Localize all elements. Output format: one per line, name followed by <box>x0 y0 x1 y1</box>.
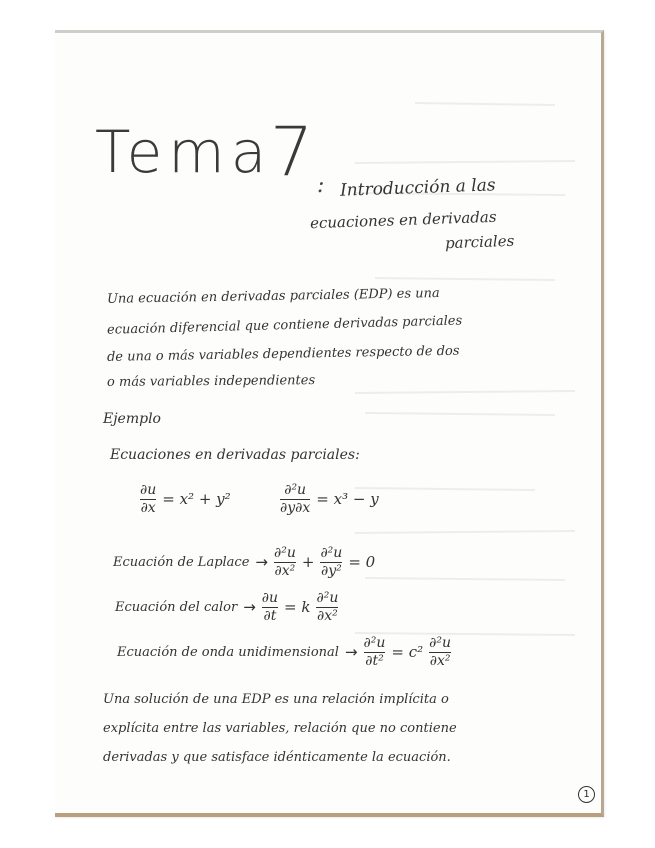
denominator: ∂y² <box>320 562 342 579</box>
equation-label: Ecuación de Laplace <box>113 554 250 570</box>
example-heading: Ejemplo <box>103 411 161 427</box>
equation-1 <box>140 483 231 515</box>
definition-line: o más variables independientes <box>106 373 316 390</box>
equation-label: Ecuación de onda unidimensional <box>117 644 339 660</box>
equation-2 <box>280 483 379 515</box>
numerator: ∂²u <box>316 590 339 606</box>
fraction <box>262 591 278 623</box>
arrow-icon: → <box>344 643 358 662</box>
solution-paragraph <box>103 693 543 764</box>
fraction <box>320 546 342 578</box>
title-tema: Tema <box>95 118 273 186</box>
numerator: ∂²u <box>273 545 296 561</box>
equation-rhs: = x³ − y <box>316 490 379 509</box>
plus-sign: + <box>301 553 315 572</box>
heat-equation <box>115 591 338 623</box>
equation-rhs: = 0 <box>348 553 376 572</box>
page-number: 1 <box>578 786 595 803</box>
solution-line: explícita entre las variables, relación que no contiene <box>103 721 457 736</box>
equation-rhs: = x² + y² <box>162 490 231 509</box>
laplace-equation <box>113 546 375 578</box>
wave-equation <box>117 636 451 668</box>
title-colon: : <box>317 173 325 198</box>
denominator: ∂t <box>263 607 277 624</box>
examples-intro: Ecuaciones en derivadas parciales: <box>110 447 360 463</box>
definition-line: de una o más variables dependientes respecto de dos <box>106 343 460 365</box>
equals-k: = k <box>284 598 311 617</box>
numerator: ∂²u <box>429 635 452 651</box>
title-line-3: parciales <box>444 231 515 253</box>
notebook-page <box>55 30 604 817</box>
title-line-1: Introducción a las <box>339 175 496 201</box>
numerator: ∂u <box>140 482 157 498</box>
numerator: ∂²u <box>320 545 343 561</box>
fraction <box>429 636 451 668</box>
numerator: ∂u <box>261 590 279 606</box>
denominator: ∂x² <box>317 607 338 624</box>
denominator: ∂y∂x <box>280 499 311 516</box>
fraction <box>316 591 338 623</box>
fraction <box>274 546 296 578</box>
denominator: ∂x <box>140 499 156 516</box>
title-number: 7 <box>270 113 314 192</box>
fraction <box>140 483 156 515</box>
arrow-icon: → <box>243 598 256 617</box>
definition-line: Una ecuación en derivadas parciales (EDP) es una <box>106 286 440 307</box>
numerator: ∂²u <box>284 482 307 498</box>
title-line-2: ecuaciones en derivadas <box>309 207 497 233</box>
numerator: ∂²u <box>363 635 386 651</box>
solution-line: Una solución de una EDP es una relación implícita o <box>103 692 449 707</box>
denominator: ∂t² <box>365 652 384 669</box>
fraction <box>364 636 386 668</box>
definition-paragraph <box>106 286 547 390</box>
definition-line: ecuación diferencial que contiene derivadas parciales <box>106 313 463 338</box>
solution-line: derivadas y que satisface idénticamente la ecuación. <box>103 750 451 765</box>
equals-c-squared: = c² <box>391 643 424 662</box>
equation-label: Ecuación del calor <box>115 599 238 615</box>
denominator: ∂x² <box>429 652 451 669</box>
arrow-icon: → <box>255 553 268 572</box>
denominator: ∂x² <box>274 562 296 579</box>
fraction <box>280 483 310 515</box>
